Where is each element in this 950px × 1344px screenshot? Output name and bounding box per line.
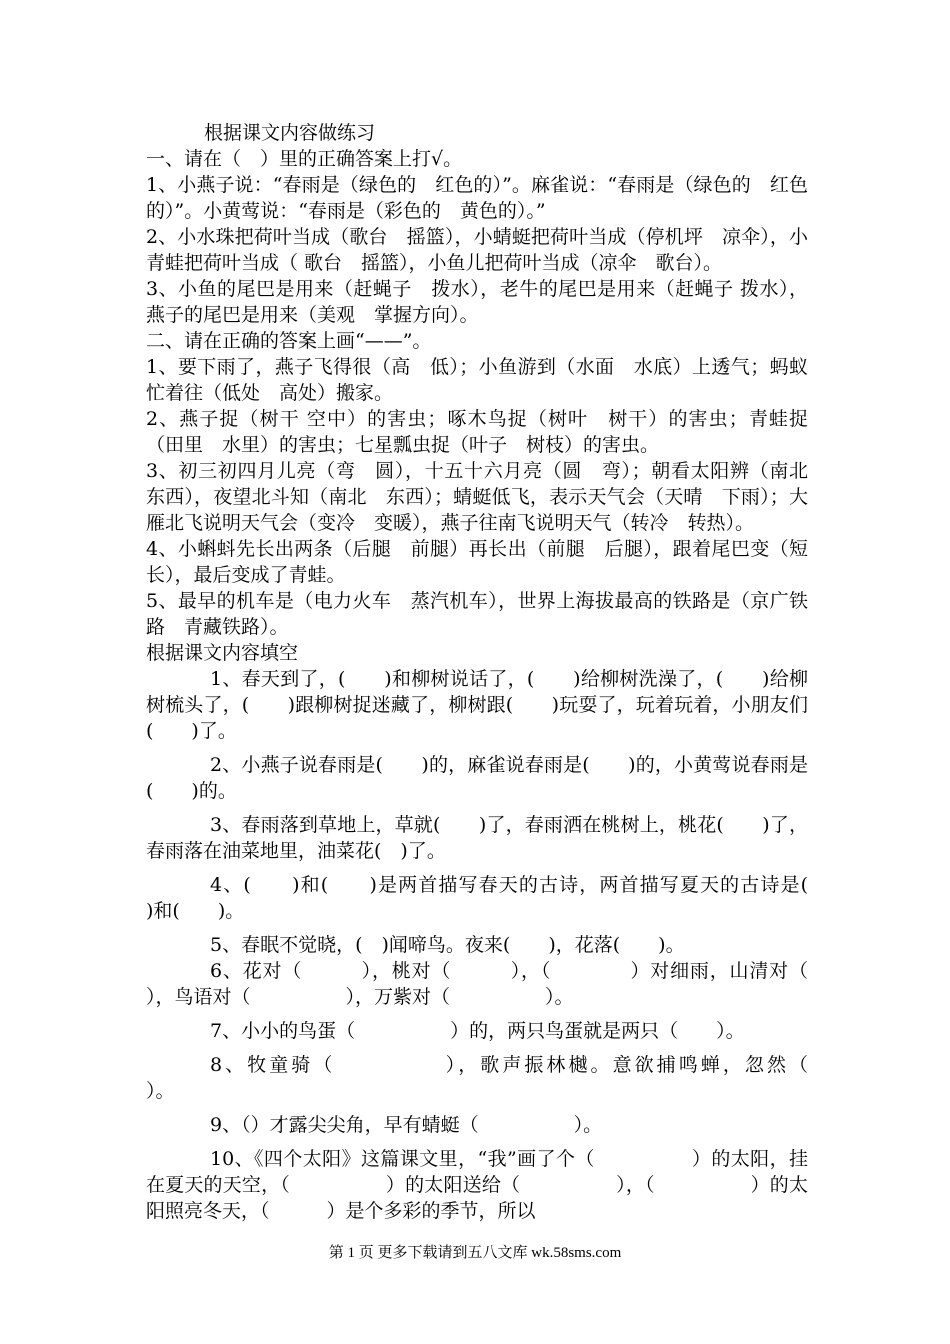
fill-blank-item: 4、( )和( )是两首描写春天的古诗，两首描写夏天的古诗是( )和( )。 [146, 874, 847, 922]
section-2-item: 1、要下雨了，燕子飞得很（高 低）；小鱼游到（水面 水底）上透气；蚂蚁忙着往（低处 高处）搬家。 [146, 356, 808, 404]
section-2-heading: 二、请在正确的答案上画“——”。 [146, 330, 432, 352]
section-1-item: 3、小鱼的尾巴是用来（赶蝇子 拨水），老牛的尾巴是用来（赶蝇子 拨水），燕子的尾巴是用来（美观 掌握方向）。 [146, 278, 808, 326]
fill-blank-item: 2、小燕子说春雨是( )的，麻雀说春雨是( )的，小黄莺说春雨是( )的。 [146, 754, 808, 802]
section-2-item: 3、初三初四月儿亮（弯 圆），十五十六月亮（圆 弯）；朝看太阳辨（南北 东西），夜望北斗知（南北 东西）；蜻蜓低飞，表示天气会（天晴 下雨）；大雁北飞说明天气会（变冷 变暖），燕子往南飞说明天气（转冷 转热）。 [146, 460, 828, 534]
section-1-item: 2、小水珠把荷叶当成（歌台 摇篮），小蜻蜓把荷叶当成（停机坪 凉伞），小青蛙把荷叶当成（ 歌台 摇篮），小鱼儿把荷叶当成（凉伞 歌台）。 [146, 226, 808, 274]
section-1-item: 1、小燕子说：“春雨是（绿色的 红色的）”。麻雀说：“春雨是（绿色的 红色的）”。小黄莺说：“春雨是（彩色的 黄色的）。” [146, 174, 808, 222]
page-title: 根据课文内容做练习 [204, 122, 376, 144]
fill-blank-item: 7、小小的鸟蛋（ ）的，两只鸟蛋就是两只（ ）。 [210, 1020, 745, 1042]
fill-blank-item: 8、牧童骑（ ），歌声振林樾。意欲捕鸣蝉，忽然（ ）。 [146, 1054, 904, 1102]
section-1-heading: 一、请在（ ）里的正确答案上打√。 [146, 148, 463, 170]
fill-blank-item: 10、《四个太阳》这篇课文里，“我”画了个（ ）的太阳，挂在夏天的天空，（ ）的太阳送给（ ），（ ）的太阳照亮冬天，（ ）是个多彩的季节，所以 [146, 1148, 808, 1222]
section-2-item: 4、小蝌蚪先长出两条（后腿 前腿）再长出（前腿 后腿），跟着尾巴变（短 长），最后变成了青蛙。 [146, 538, 828, 586]
page-footer: 第 1 页 更多下载请到五八文库 wk.58sms.com [328, 1245, 622, 1261]
fill-blank-item: 6、花对（ ），桃对（ ），（ ）对细雨，山清对（ ），鸟语对（ ），万紫对（ ）。 [146, 960, 866, 1008]
section-2-item: 2、燕子捉（树干 空中）的害虫；啄木鸟捉（树叶 树干）的害虫；青蛙捉（田里 水里）的害虫；七星瓢虫捉（叶子 树枝）的害虫。 [146, 408, 808, 456]
section-3-heading: 根据课文内容填空 [146, 642, 299, 664]
fill-blank-item: 9、（）才露尖尖角，早有蜻蜓（ ）。 [210, 1114, 603, 1136]
fill-blank-item: 5、春眠不觉晓，( )闻啼鸟。夜来( )，花落( )。 [210, 934, 685, 956]
section-2-item: 5、最早的机车是（电力火车 蒸汽机车），世界上海拔最高的铁路是（京广铁路 青藏铁路）。 [146, 590, 808, 638]
document-page [146, 120, 904, 1224]
fill-blank-item: 1、春天到了，( )和柳树说话了，( )给柳树洗澡了，( )给柳树梳头了，( )跟柳树捉迷藏了，柳树跟( )玩耍了，玩着玩着，小朋友们( )了。 [146, 668, 808, 742]
fill-blank-item: 3、春雨落到草地上，草就( )了，春雨洒在桃树上，桃花( )了，春雨落在油菜地里，油菜花( )了。 [146, 814, 808, 862]
